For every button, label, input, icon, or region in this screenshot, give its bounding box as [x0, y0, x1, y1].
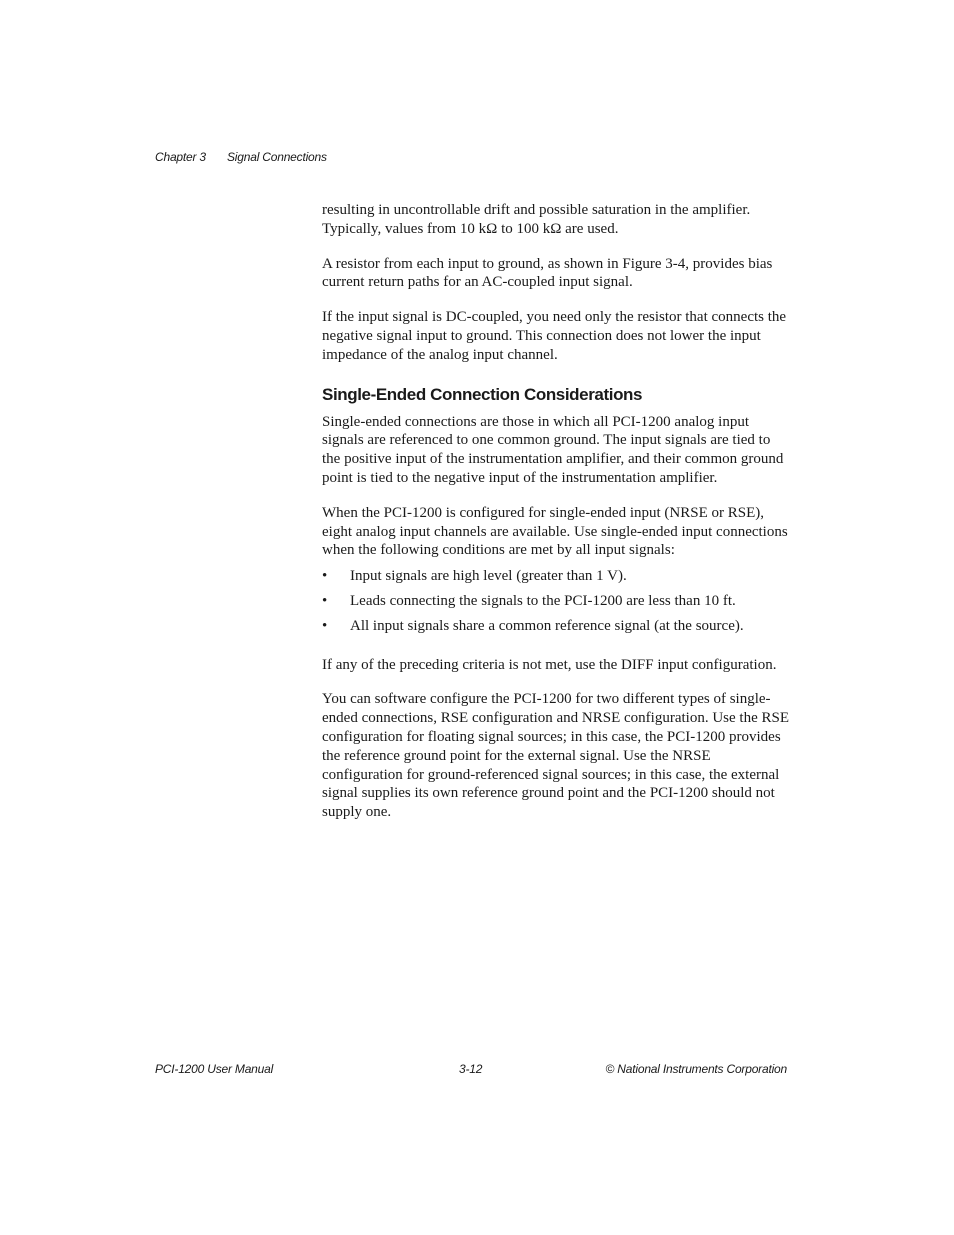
- paragraph-drift: resulting in uncontrollable drift and possible saturation in the amplifier. Typically, values from 10 kΩ to 100 kΩ are used.: [322, 202, 751, 237]
- list-item-text: Input signals are high level (greater than 1 V).: [350, 568, 627, 585]
- page-number: 3-12: [459, 1062, 483, 1076]
- section-heading: Single-Ended Connection Considerations: [322, 384, 643, 404]
- paragraph-configured: When the PCI-1200 is configured for single-ended input (NRSE or RSE), eight analog input channels are available. Use single-ended input connections when the following conditions are met by all input signals:: [322, 504, 788, 559]
- list-item: [322, 567, 792, 586]
- bullet-glyph: •: [322, 592, 328, 609]
- paragraph-software-config: You can software configure the PCI-1200 for two different types of single-ended connections, RSE configuration and NRSE configuration. Use the RSE configuration for floating signal sources; in this case, the PCI-1200 provides the reference ground point for the external signal. Use the NRSE configuration for ground-referenced signal sources; in this case, the external signal supplies its own reference ground point and the PCI-1200 should not supply one.: [322, 691, 789, 821]
- list-item: [322, 592, 792, 611]
- bullet-glyph: •: [322, 617, 328, 634]
- bullet-glyph: •: [322, 568, 328, 585]
- paragraph-dc-coupled: If the input signal is DC-coupled, you need only the resistor that connects the negative signal input to ground. This connection does not lower the input impedance of the analog input channel.: [322, 309, 787, 363]
- paragraph-resistor: A resistor from each input to ground, as shown in Figure 3-4, provides bias current return paths for an AC-coupled input signal.: [322, 255, 773, 291]
- manual-title: PCI-1200 User Manual: [155, 1062, 274, 1076]
- section-label: Signal Connections: [227, 150, 327, 164]
- conditions-list: [322, 567, 792, 635]
- copyright: © National Instruments Corporation: [605, 1062, 787, 1076]
- paragraph-single-ended-def: Single-ended connections are those in which all PCI-1200 analog input signals are referenced to one common ground. The input signals are tied to the positive input of the instrumentation amplifier, and their common ground point is tied to the negative input of the instrumentation amplifier.: [322, 413, 784, 486]
- list-item-text: All input signals share a common reference signal (at the source).: [350, 617, 744, 634]
- list-item-text: Leads connecting the signals to the PCI-1200 are less than 10 ft.: [350, 592, 736, 609]
- list-item: [322, 617, 792, 636]
- paragraph-criteria: If any of the preceding criteria is not met, use the DIFF input configuration.: [322, 656, 777, 673]
- body-text: [322, 201, 792, 822]
- chapter-label: Chapter 3: [155, 150, 206, 164]
- running-header: [155, 150, 327, 164]
